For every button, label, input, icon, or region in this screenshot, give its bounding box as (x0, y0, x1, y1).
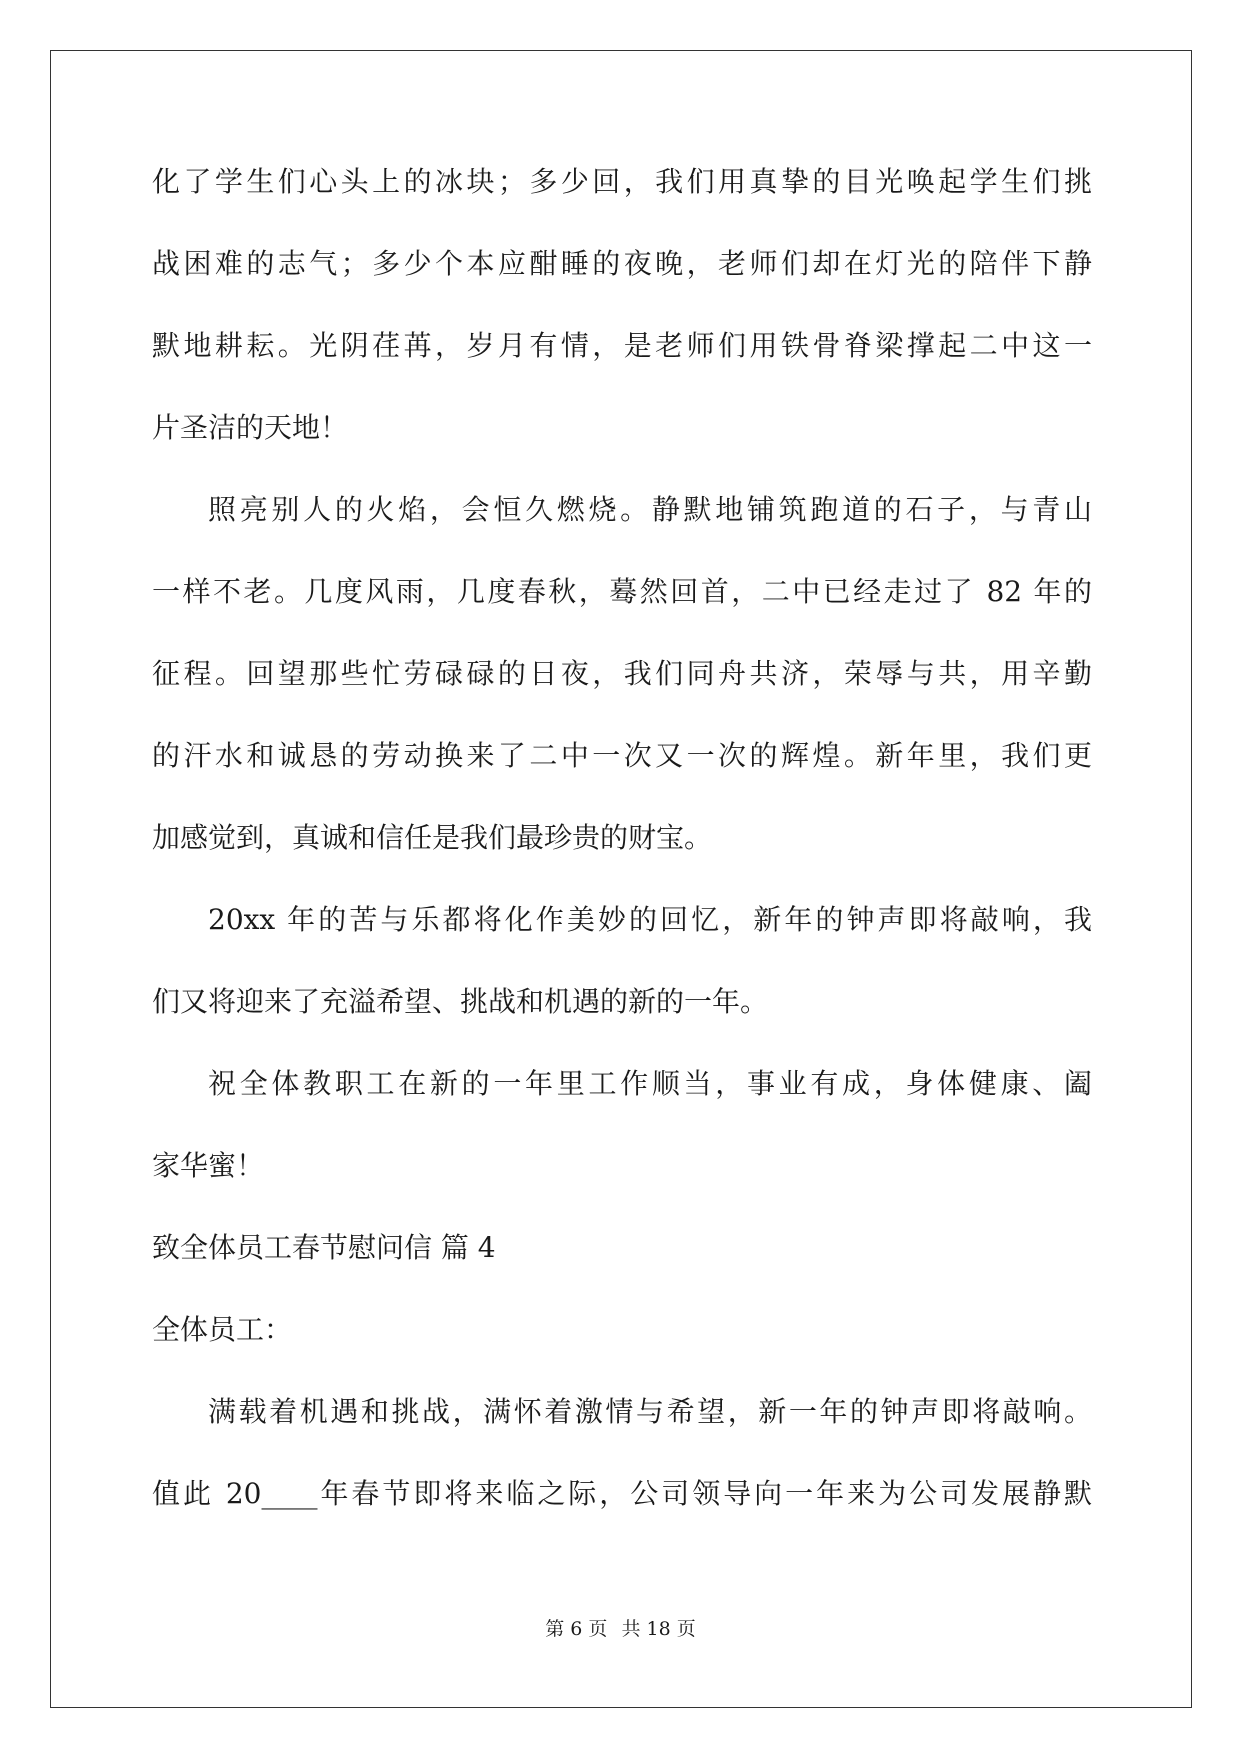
paragraph-start-line: 满载着机遇和挑战，满怀着激情与希望，新一年的钟声即将敲响。 (208, 1395, 1092, 1428)
page-total: 共 18 页 (621, 1618, 696, 1640)
text-line: 的汗水和诚恳的劳动换来了二中一次又一次的辉煌。新年里，我们更 (152, 739, 1092, 772)
text-line: 默地耕耘。光阴荏苒，岁月有情，是老师们用铁骨脊梁撑起二中这一 (152, 329, 1092, 362)
text-line: 家华蜜！ (152, 1149, 265, 1182)
text-line: 征程。回望那些忙劳碌碌的日夜，我们同舟共济，荣辱与共，用辛勤 (152, 657, 1092, 690)
text-line: 片圣洁的天地！ (152, 411, 349, 444)
text-line: 战困难的志气；多少个本应酣睡的夜晚，老师们却在灯光的陪伴下静 (152, 247, 1092, 280)
text-line: 化了学生们心头上的冰块；多少回，我们用真挚的目光唤起学生们挑 (152, 165, 1092, 198)
paragraph-start-line: 照亮别人的火焰，会恒久燃烧。静默地铺筑跑道的石子，与青山 (208, 493, 1092, 526)
text-line: 一样不老。几度风雨，几度春秋，蓦然回首，二中已经走过了 82 年的 (152, 575, 1092, 608)
paragraph-start-line: 祝全体教职工在新的一年里工作顺当，事业有成，身体健康、阖 (208, 1067, 1092, 1100)
page-footer (0, 1617, 1241, 1641)
text-line: 值此 20____年春节即将来临之际，公司领导向一年来为公司发展静默 (152, 1477, 1092, 1510)
text-line: 加感觉到，真诚和信任是我们最珍贵的财宝。 (152, 821, 713, 854)
text-line: 们又将迎来了充溢希望、挑战和机遇的新的一年。 (152, 985, 769, 1018)
paragraph-start-line: 20xx 年的苦与乐都将化作美妙的回忆，新年的钟声即将敲响，我 (208, 903, 1092, 936)
salutation: 全体员工： (152, 1313, 293, 1346)
document-body (152, 162, 1092, 1556)
section-heading: 致全体员工春节慰问信 篇 4 (152, 1231, 496, 1264)
page-number: 第 6 页 (545, 1618, 608, 1640)
